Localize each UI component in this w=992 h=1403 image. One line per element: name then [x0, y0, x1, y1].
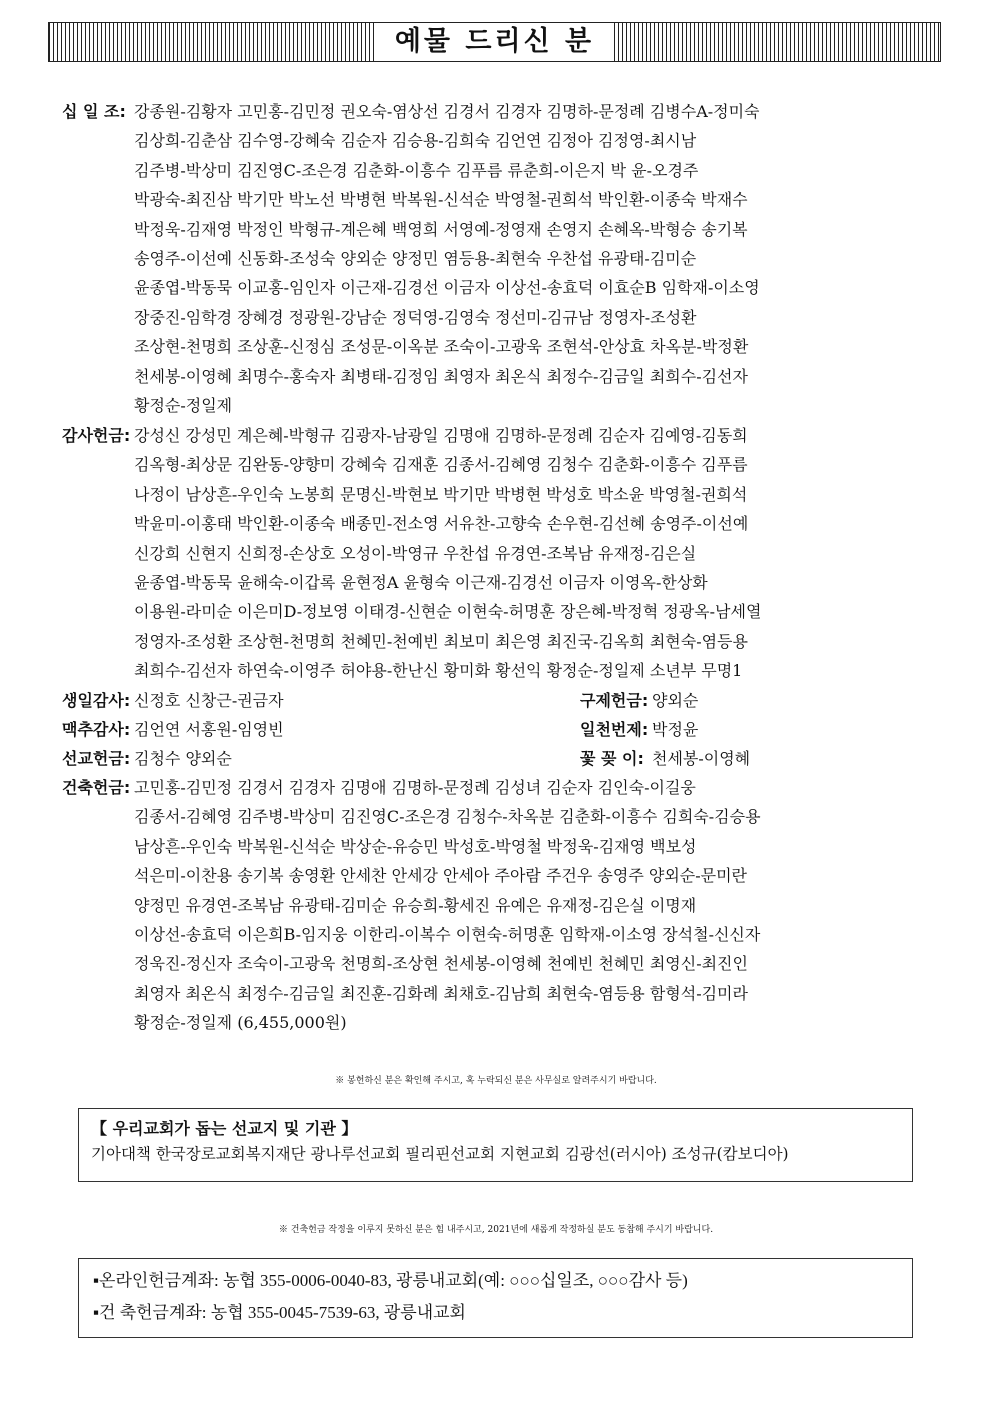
name-line: 김주병-박상미 김진영C-조은경 김춘화-이흥수 김푸름 류춘희-이은지 박 윤-오경주 — [134, 160, 699, 180]
building-account-line: ▪건 축헌금계좌: 농협 355-0045-7539-63, 광릉내교회 — [93, 1303, 466, 1322]
name-line: 천세봉-이영혜 최명수-홍숙자 최병태-김정임 최영자 최온식 최정수-김금일 최희수-김선자 — [134, 366, 748, 386]
name-line: 정영자-조성환 조상현-천명희 천혜민-천예빈 최보미 최은영 최진국-김옥희 최현숙-염등용 — [134, 631, 748, 651]
confirm-notice: ※ 봉헌하신 분은 확인해 주시고, 혹 누락되신 분은 사무실로 알려주시기 바랍니다. — [335, 1076, 657, 1086]
name-line: 이상선-송효덕 이은희B-임지웅 이한리-이복수 이현숙-허명훈 임학재-이소영 장석철-신신자 — [134, 925, 761, 945]
pair-label: 구제헌금: — [580, 691, 649, 710]
name-line: 조상현-천명희 조상훈-신정심 조성문-이옥분 조숙이-고광욱 조현석-안상효 차옥분-박정환 — [134, 337, 749, 357]
relief-offering — [580, 686, 698, 715]
name-line: 양정민 유경연-조복남 유광태-김미순 유승희-황세진 유예은 유재정-김은실 이명재 — [134, 895, 697, 915]
pair-value: 김언연 서홍원-임영빈 — [134, 720, 284, 739]
hatch-pattern-right — [610, 23, 940, 61]
mission-offering — [62, 744, 232, 773]
name-line: 강성신 강성민 계은혜-박형규 김광자-남광일 김명애 김명하-문정례 김순자 김예영-김동희 — [134, 426, 748, 445]
pair-label: 꽃 꽂 이: — [580, 749, 644, 768]
pair-label: 선교헌금: — [62, 749, 131, 768]
name-line: 석은미-이찬용 송기복 송영환 안세찬 안세강 안세아 주아람 주건우 송영주 양외순-문미란 — [134, 866, 748, 886]
name-line: 황정순-정일제 — [134, 396, 233, 416]
name-line: 송영주-이선예 신동화-조성숙 양외순 양정민 염등용-최현숙 우찬섭 유광태-김미순 — [134, 249, 697, 269]
name-line: 장중진-임학경 장혜경 정광원-강남순 정덕영-김영숙 정선미-김규남 정영자-조성환 — [134, 307, 697, 327]
supported-missions-box — [78, 1108, 913, 1182]
hatch-pattern-left — [49, 23, 379, 61]
name-line: 박광숙-최진삼 박기만 박노선 박병현 박복원-신석순 박영철-권희석 박인환-이종숙 박재수 — [134, 190, 748, 210]
name-line: 정욱진-정신자 조숙이-고광욱 천명희-조상현 천세봉-이영혜 천예빈 천혜민 최영신-최진인 — [134, 954, 748, 974]
thousand-offering — [580, 715, 698, 744]
section-label: 감사헌금: — [62, 426, 131, 445]
section-names — [134, 773, 954, 1038]
name-line: 남상흔-우인숙 박복원-신석순 박상순-유승민 박성호-박영철 박정욱-김재영 백보성 — [134, 836, 697, 856]
building-notice: ※ 건축헌금 작정을 이루지 못하신 분은 힘 내주시고, 2021년에 새롭게 작정하실 분도 동참해 주시기 바랍니다. — [278, 1225, 714, 1235]
birthday-offering — [62, 686, 284, 715]
section-names — [134, 97, 954, 420]
name-line: 강종원-김황자 고민홍-김민정 권오숙-염상선 김경서 김경자 김명하-문정례 김병수A-정미숙 — [134, 102, 760, 121]
name-line: 김상희-김춘삼 김수영-강혜숙 김순자 김승용-김희숙 김언연 김정아 김정영-최시남 — [134, 131, 697, 151]
name-line: 고민홍-김민정 김경서 김경자 김명애 김명하-문정례 김성녀 김순자 김인숙-이길웅 — [134, 778, 696, 797]
pair-value: 신정호 신창근-권금자 — [134, 691, 284, 710]
name-line: 신강희 신현지 신희정-손상호 오성이-박영규 우찬섭 유경연-조복남 유재정-김은실 — [134, 543, 697, 563]
name-line: 나정이 남상흔-우인숙 노봉희 문명신-박현보 박기만 박병현 박성호 박소윤 박영철-권희석 — [134, 484, 748, 504]
pair-value: 김청수 양외순 — [134, 749, 232, 768]
flower-offering — [580, 744, 750, 773]
pair-value: 천세봉-이영혜 — [652, 749, 751, 768]
pair-value: 양외순 — [652, 691, 699, 710]
section-label: 십 일 조: — [62, 102, 126, 121]
name-line: 최희수-김선자 하연숙-이영주 허야용-한난신 황미화 황선익 황정순-정일제 소년부 무명1 — [134, 661, 743, 681]
section-label: 건축헌금: — [62, 778, 131, 797]
pair-label: 맥추감사: — [62, 720, 131, 739]
section-names — [134, 421, 954, 686]
name-line: 윤종엽-박동묵 이교홍-임인자 이근재-김경선 이금자 이상선-송효덕 이효순B 임학재-이소영 — [134, 278, 760, 298]
supported-missions-list: 기아대책 한국장로교회복지재단 광나루선교회 필리핀선교회 지현교회 김광선(러시아) 조성규(캄보디아) — [91, 1145, 789, 1163]
name-line: 황정순-정일제 (6,455,000원) — [134, 1013, 347, 1033]
harvest-offering — [62, 715, 284, 744]
supported-missions-title: 【 우리교회가 돕는 선교지 및 기관 】 — [91, 1119, 358, 1138]
name-line: 윤종엽-박동묵 윤해숙-이갑록 윤현정A 윤형숙 이근재-김경선 이금자 이영옥-한상화 — [134, 573, 708, 593]
name-line: 최영자 최온식 최정수-김금일 최진훈-김화례 최채호-김남희 최현숙-염등용 함형석-김미라 — [134, 983, 748, 1003]
name-line: 박정욱-김재영 박정인 박형규-계은혜 백영희 서영예-정영재 손영지 손혜옥-박형승 송기복 — [134, 219, 748, 239]
pair-label: 일천번제: — [580, 720, 649, 739]
name-line: 김옥형-최상문 김완동-양향미 강혜숙 김재훈 김종서-김혜영 김청수 김춘화-이흥수 김푸름 — [134, 455, 748, 475]
account-box — [78, 1258, 913, 1338]
pair-value: 박정윤 — [652, 720, 699, 739]
name-line: 이용원-라미순 이은미D-정보영 이태경-신현순 이현숙-허명훈 장은혜-박정혁 정광옥-남세열 — [134, 602, 762, 622]
online-account-line: ▪온라인헌금계좌: 농협 355-0006-0040-83, 광릉내교회(예: ○○○십일조, ○○○감사 등) — [93, 1271, 688, 1290]
name-line: 박윤미-이홍태 박인환-이종숙 배종민-전소영 서유찬-고향숙 손우현-김선혜 송영주-이선예 — [134, 514, 749, 534]
pair-label: 생일감사: — [62, 691, 131, 710]
name-line: 김종서-김혜영 김주병-박상미 김진영C-조은경 김청수-차옥분 김춘화-이흥수 김희숙-김승용 — [134, 807, 761, 827]
title-banner — [48, 22, 941, 62]
page-title: 예물 드리신 분 — [377, 23, 612, 61]
